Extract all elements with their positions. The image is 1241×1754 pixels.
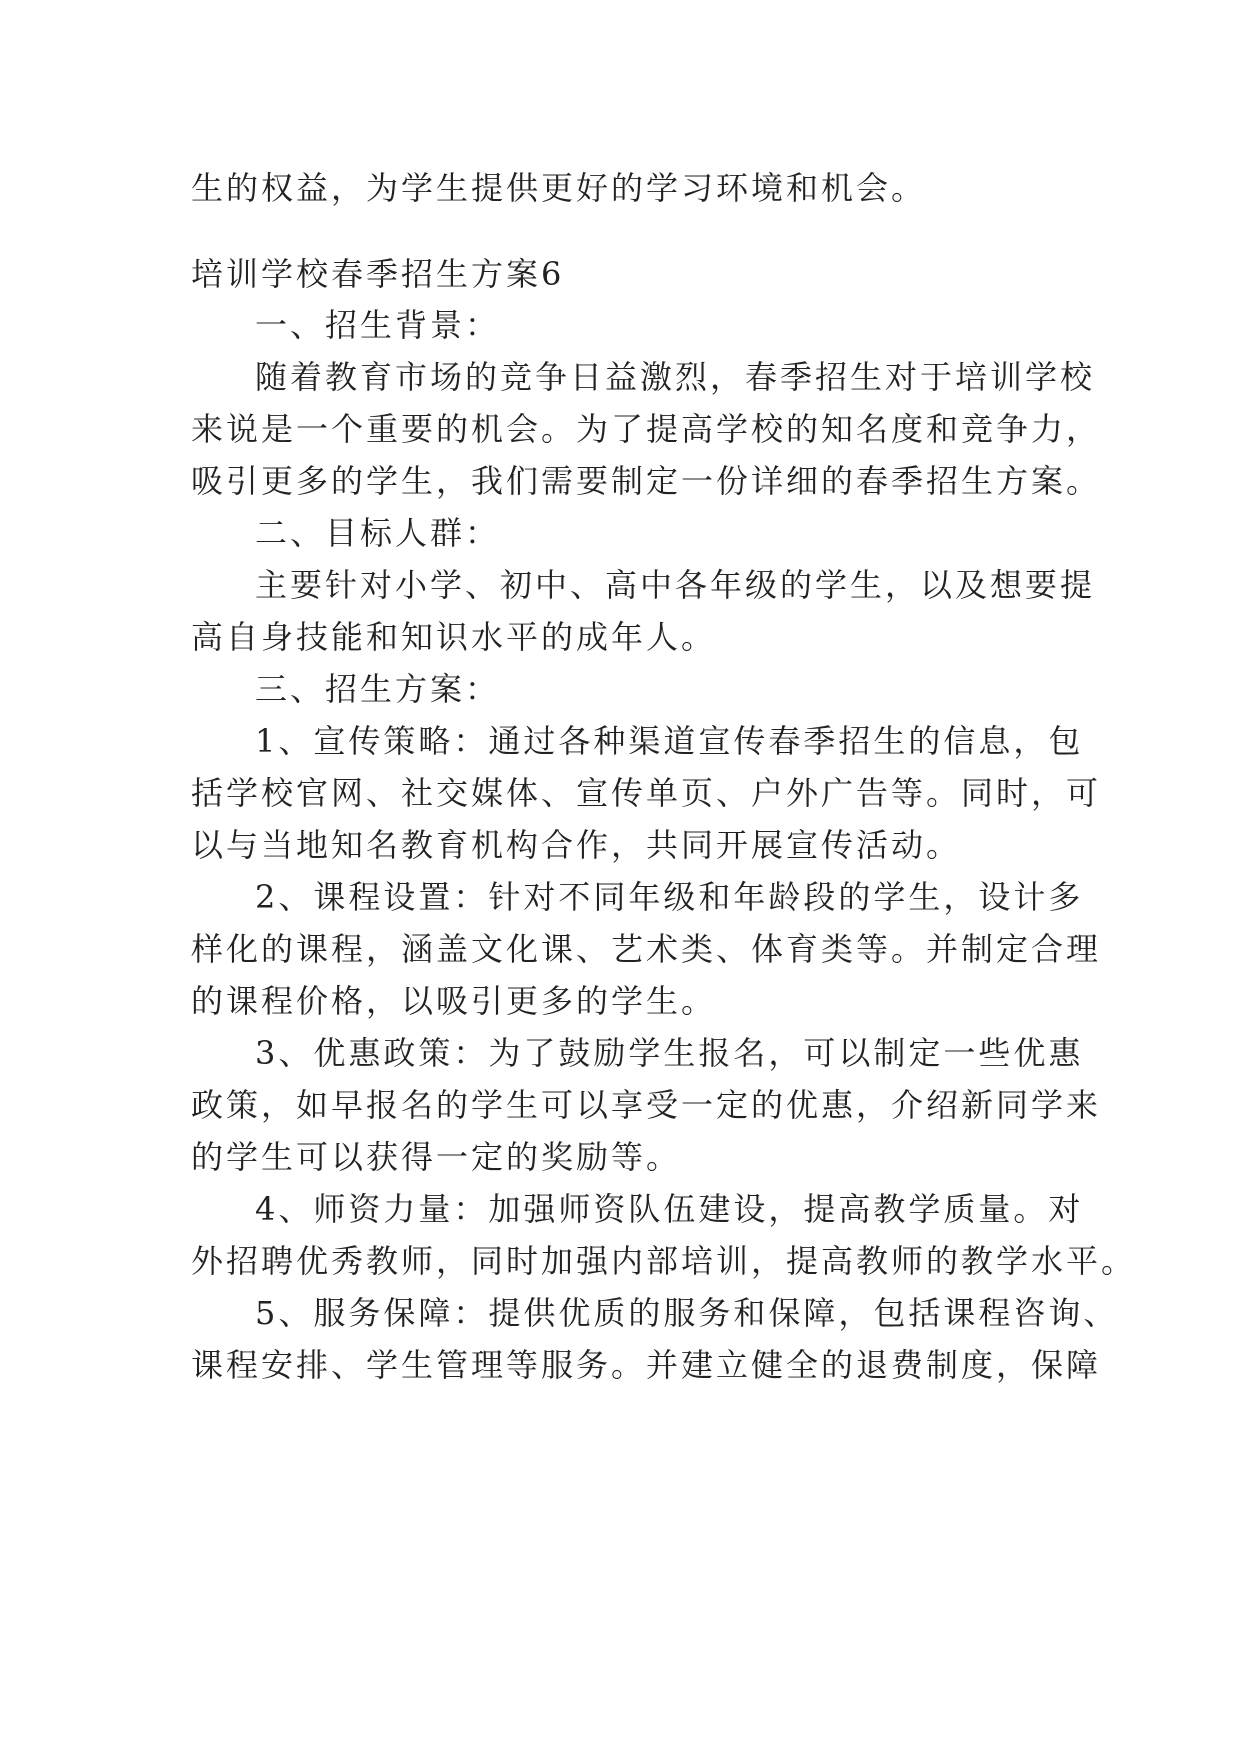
body-line: 括学校官网、社交媒体、宣传单页、户外广告等。同时，可 [191,774,1102,812]
list-item-line: 1、宣传策略：通过各种渠道宣传春季招生的信息，包 [255,722,1084,760]
body-line: 课程安排、学生管理等服务。并建立健全的退费制度，保障 [191,1346,1102,1384]
body-line: 政策，如早报名的学生可以享受一定的优惠，介绍新同学来 [191,1086,1102,1124]
heading-target-group: 二、目标人群： [255,514,501,552]
list-item-line: 2、课程设置：针对不同年级和年龄段的学生，设计多 [255,878,1084,916]
body-line: 样化的课程，涵盖文化课、艺术类、体育类等。并制定合理 [191,930,1102,968]
body-line: 以与当地知名教育机构合作，共同开展宣传活动。 [191,826,962,864]
body-line: 吸引更多的学生，我们需要制定一份详细的春季招生方案。 [191,462,1102,500]
list-item-line: 5、服务保障：提供优质的服务和保障，包括课程咨询、 [255,1294,1119,1332]
body-line: 的课程价格，以吸引更多的学生。 [191,982,717,1020]
continuation-line: 生的权益，为学生提供更好的学习环境和机会。 [191,169,927,207]
list-item-line: 4、师资力量：加强师资队伍建设，提高教学质量。对 [255,1190,1084,1228]
heading-background: 一、招生背景： [255,306,501,344]
body-line: 来说是一个重要的机会。为了提高学校的知名度和竞争力， [191,410,1102,448]
body-line: 随着教育市场的竞争日益激烈，春季招生对于培训学校 [255,358,1096,396]
body-line: 的学生可以获得一定的奖励等。 [191,1138,682,1176]
body-line: 主要针对小学、初中、高中各年级的学生，以及想要提 [255,566,1096,604]
heading-plan: 三、招生方案： [255,670,501,708]
body-line: 高自身技能和知识水平的成年人。 [191,618,717,656]
body-line: 外招聘优秀教师，同时加强内部培训，提高教师的教学水平。 [191,1242,1137,1280]
section-title: 培训学校春季招生方案6 [191,255,565,293]
list-item-line: 3、优惠政策：为了鼓励学生报名，可以制定一些优惠 [255,1034,1084,1072]
